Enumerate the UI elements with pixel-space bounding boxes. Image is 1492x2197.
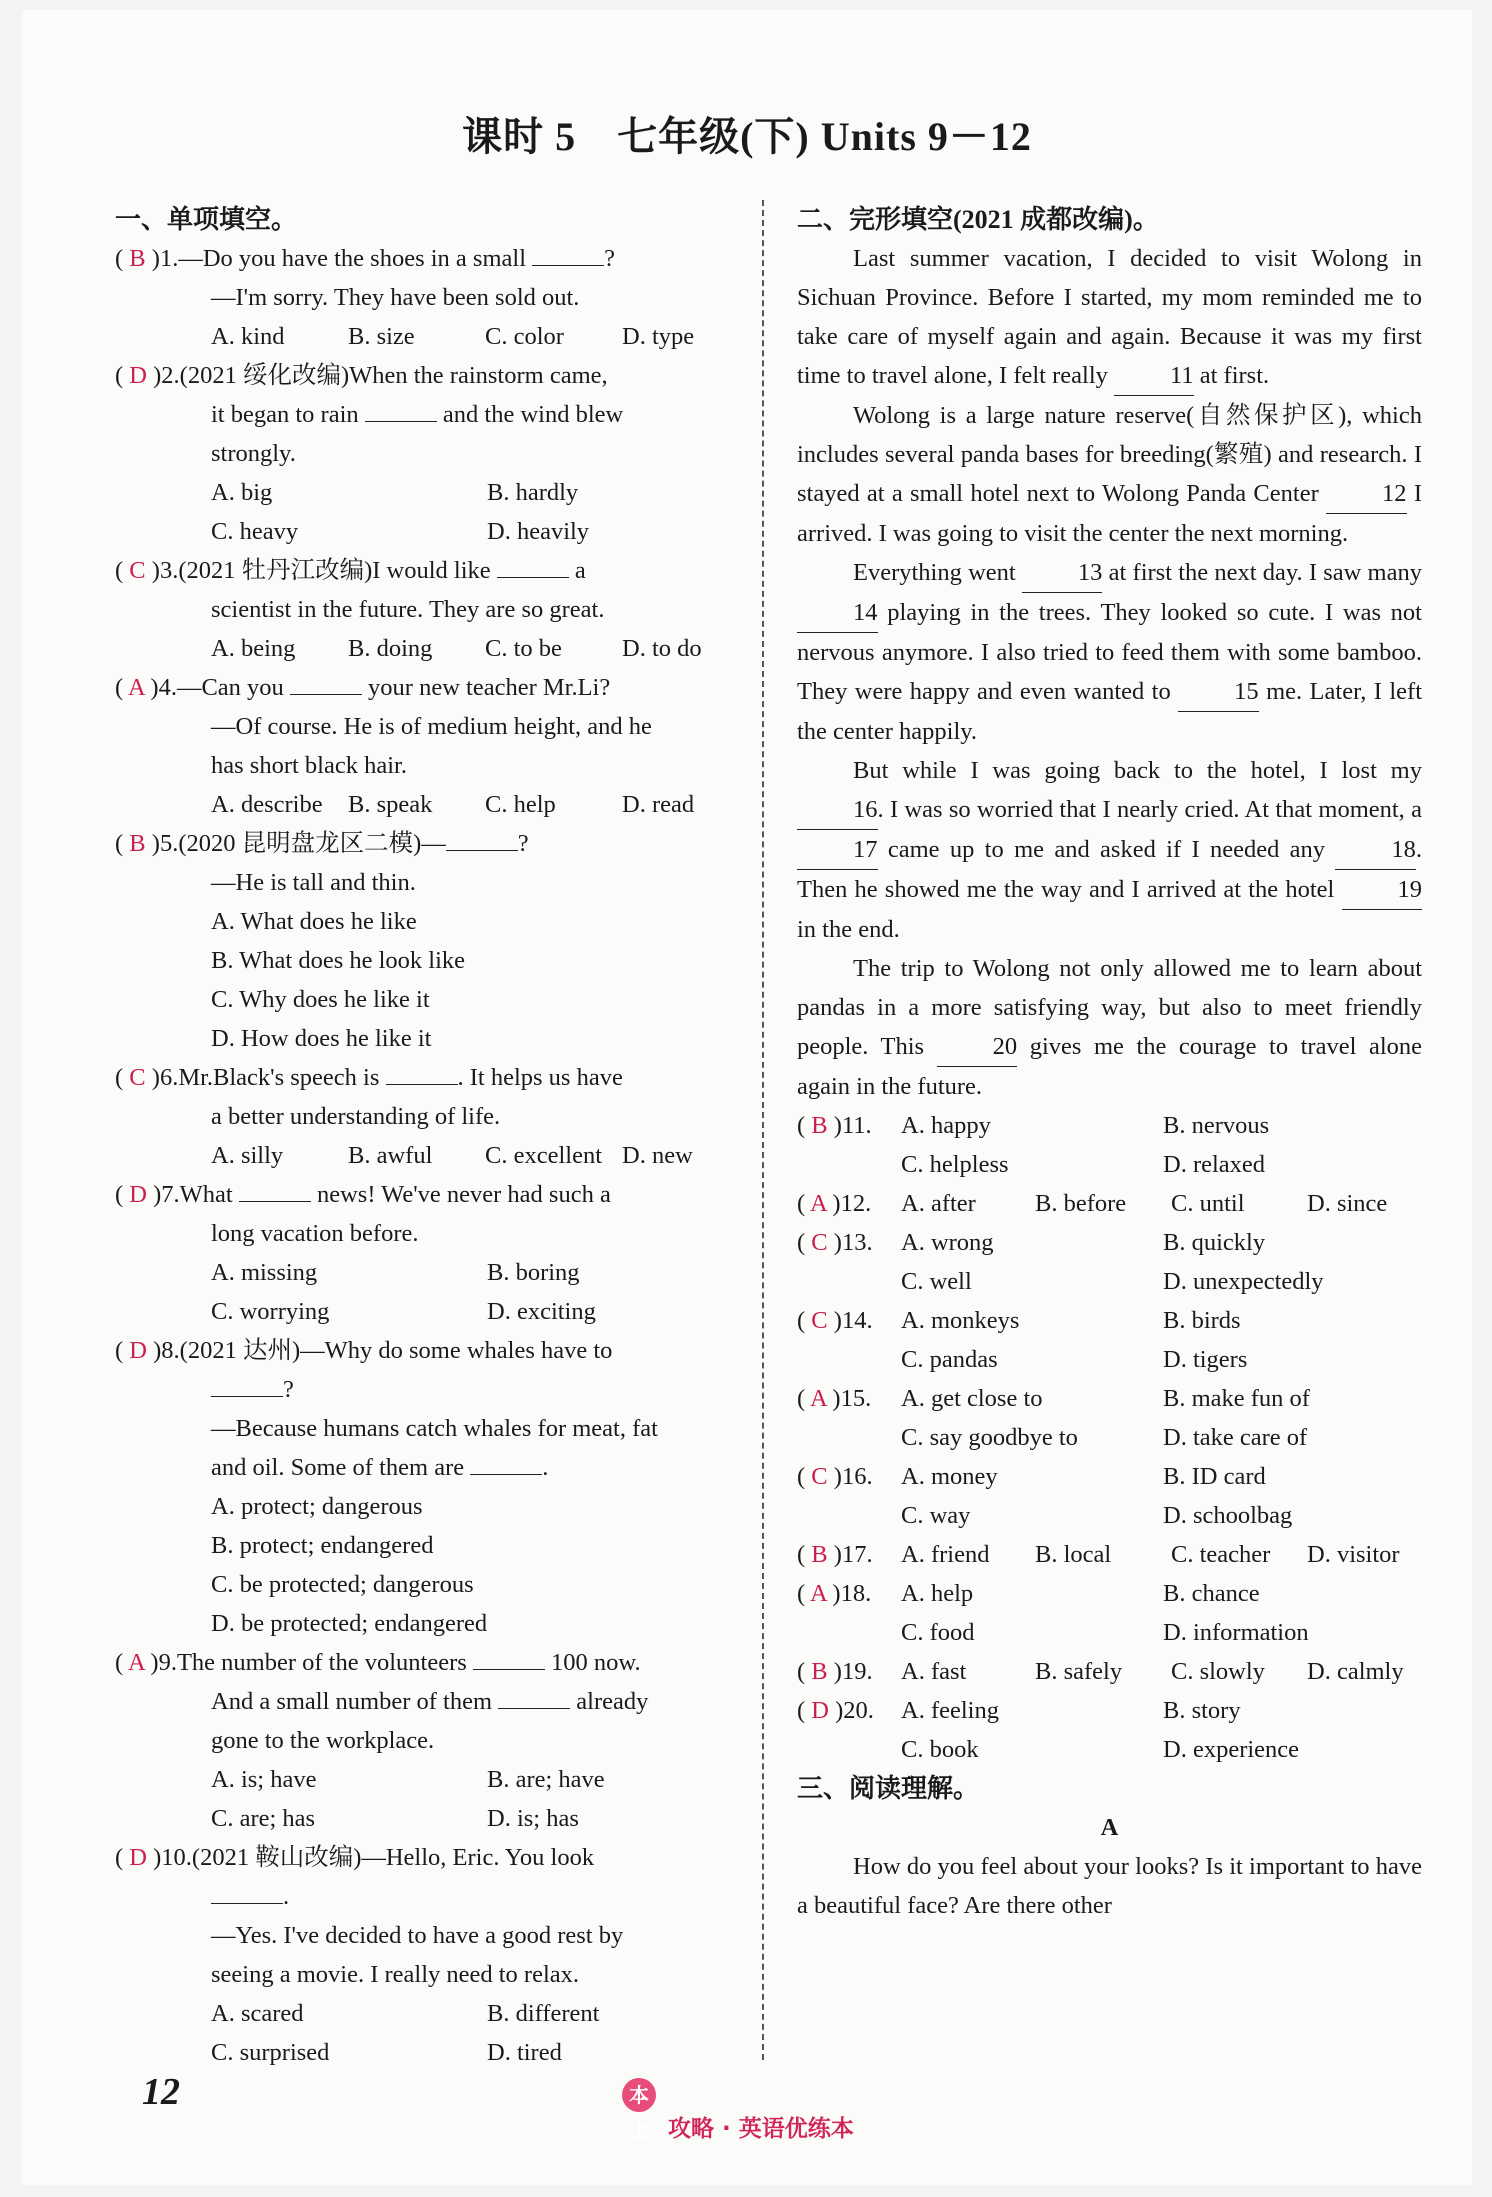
option: C. excellent [485, 1142, 603, 1169]
question-text: C. Why does he like it [211, 986, 430, 1013]
question-number: 7. [161, 1181, 180, 1208]
question-text: —Can you your new teacher Mr.Li? [176, 674, 611, 701]
question-line [115, 1526, 740, 1565]
cloze-line [797, 1613, 1422, 1652]
question-line [115, 668, 740, 707]
cloze-line [797, 1184, 1422, 1223]
section-title-reading: 三、阅读理解。 [797, 1774, 980, 1803]
question-line [115, 1058, 740, 1097]
cloze-paragraph-1: Last summer vacation, I decided to visit Wolong in Sichuan Province. Before I started, my mom reminded me to take care of myself again and again. Because it was my first time to travel alone, I felt really 11 at first. [797, 239, 1422, 396]
option: C. say goodbye to [901, 1424, 1078, 1451]
question-text: —He is tall and thin. [211, 869, 416, 896]
question-line [115, 278, 740, 317]
option: D. new [622, 1142, 693, 1169]
option: D. experience [1163, 1736, 1300, 1763]
question-line [115, 902, 740, 941]
option: D. read [622, 791, 695, 818]
cloze-paragraph-5: The trip to Wolong not only allowed me to learn about pandas in a more satisfying way, but also to meet friendly people. This 20 gives me the courage to travel alone again in the future. [797, 955, 1423, 1100]
answer-bracket: ( D ) [115, 1181, 162, 1208]
answer-blank [239, 1179, 311, 1202]
options-row [115, 473, 740, 512]
cloze-line [797, 1301, 1422, 1340]
option: B. ID card [1163, 1463, 1266, 1490]
option: A. monkeys [901, 1307, 1020, 1334]
cloze-number: ( B )11. [797, 1112, 872, 1139]
options-row [115, 1760, 740, 1799]
indent [797, 1340, 901, 1379]
question-text: —I'm sorry. They have been sold out. [211, 284, 580, 311]
answer-blank [446, 828, 518, 851]
answer-mark: C [129, 1064, 146, 1091]
indent [797, 1262, 901, 1301]
question-line [115, 1409, 740, 1448]
answer-mark: B [811, 1541, 828, 1568]
option: C. are; has [211, 1805, 316, 1832]
brand-text: 攻略 · 英语优练本 [668, 2116, 854, 2142]
option: A. being [211, 635, 296, 662]
answer-mark: B [811, 1112, 828, 1139]
answer-blank [211, 1374, 283, 1397]
answer-blank [470, 1452, 542, 1475]
page-title: 课时 5 七年级(下) Units 9－12 [462, 114, 1032, 159]
question-number: 9. [158, 1649, 177, 1676]
option: A. missing [211, 1259, 318, 1286]
cloze-question-14 [797, 1301, 1422, 1379]
question-line [115, 434, 740, 473]
option: D. to do [622, 635, 702, 662]
option: A. wrong [901, 1229, 994, 1256]
question-text: The number of the volunteers 100 now. [176, 1649, 641, 1676]
option: B. nervous [1163, 1112, 1270, 1139]
question-line [115, 824, 740, 863]
answer-bracket: ( D ) [115, 362, 162, 389]
cloze-number: ( A )12. [797, 1190, 872, 1217]
options-row [115, 317, 740, 356]
question-number: 12. [840, 1190, 872, 1217]
question-line [115, 707, 740, 746]
cloze-line [797, 1340, 1422, 1379]
question-line [115, 1682, 740, 1721]
question-text: a better understanding of life. [211, 1103, 501, 1130]
cloze-number: ( D )20. [797, 1697, 874, 1724]
options-row [115, 2033, 740, 2072]
cloze-question-11 [797, 1106, 1422, 1184]
cloze-blank-14: 14 [797, 593, 878, 633]
option: B. speak [348, 791, 433, 818]
question-line [115, 863, 740, 902]
option: B. boring [487, 1259, 580, 1286]
cloze-question-19 [797, 1652, 1422, 1691]
answer-mark: D [129, 362, 147, 389]
option: C. worrying [211, 1298, 330, 1325]
cloze-paragraph-3: Everything went 13 at first the next day. I saw many 14 playing in the trees. They looked so cute. I was not nervous anymore. I also tried to feed them with some bamboo. They were happy and even wanted to 15 me. Later, I left the center happily. [797, 553, 1422, 751]
question-text: (2021 鞍山改编)—Hello, Eric. You look [191, 1844, 595, 1871]
question-text: gone to the workplace. [211, 1727, 435, 1754]
question-8 [115, 1331, 740, 1643]
answer-bracket: ( B ) [115, 245, 160, 272]
section-title-cloze: 二、完形填空(2021 成都改编)。 [797, 205, 1159, 234]
cloze-line [797, 1574, 1422, 1613]
question-text: A. protect; dangerous [211, 1493, 423, 1520]
question-text: C. be protected; dangerous [211, 1571, 474, 1598]
answer-mark: B [811, 1658, 828, 1685]
question-text: What news! We've never had such a [179, 1181, 611, 1208]
question-number: 4. [158, 674, 177, 701]
option: C. surprised [211, 2039, 330, 2066]
question-number: 18. [840, 1580, 872, 1607]
question-text: A. What does he like [211, 908, 417, 935]
option: A. get close to [901, 1385, 1043, 1412]
option: A. kind [211, 323, 285, 350]
cloze-blank-18: 18 [1335, 830, 1416, 870]
question-number: 8. [161, 1337, 180, 1364]
option: C. food [901, 1619, 975, 1646]
brand-logo-icon: 本土 [622, 2078, 656, 2112]
question-number: 16. [841, 1463, 873, 1490]
answer-blank [365, 399, 437, 422]
option: C. to be [485, 635, 562, 662]
option: A. big [211, 479, 273, 506]
page [22, 10, 1472, 2185]
reading-paragraph: How do you feel about your looks? Is it important to have a beautiful face? Are there other [797, 1853, 1422, 1919]
answer-bracket: ( B ) [115, 830, 160, 857]
question-number: 1. [159, 245, 179, 272]
option: B. quickly [1163, 1229, 1266, 1256]
option: D. visitor [1307, 1541, 1400, 1568]
answer-blank [211, 1881, 283, 1904]
cloze-question-12 [797, 1184, 1422, 1223]
answer-mark: C [811, 1307, 828, 1334]
cloze-blank-20: 20 [937, 1027, 1018, 1067]
cloze-number: ( B )17. [797, 1541, 873, 1568]
option: C. well [901, 1268, 972, 1295]
right-column [797, 200, 1422, 1925]
question-line [115, 1565, 740, 1604]
cloze-question-16 [797, 1457, 1422, 1535]
question-number: 11. [841, 1112, 872, 1139]
cloze-blank-15: 15 [1178, 672, 1259, 712]
question-line [115, 551, 740, 590]
question-text: scientist in the future. They are so great. [211, 596, 605, 623]
option: C. way [901, 1502, 971, 1529]
question-text: B. protect; endangered [211, 1532, 434, 1559]
answer-mark: D [129, 1337, 147, 1364]
question-text: (2021 牡丹江改编)I would like a [178, 557, 586, 584]
question-text: strongly. [211, 440, 296, 467]
question-number: 15. [840, 1385, 872, 1412]
answer-bracket: ( A ) [115, 674, 159, 701]
answer-blank [386, 1062, 458, 1085]
cloze-blank-12: 12 [1326, 474, 1407, 514]
section-title-single-choice: 一、单项填空。 [115, 205, 298, 234]
cloze-blank-16: 16 [797, 790, 878, 830]
option: A. describe [211, 791, 323, 818]
cloze-blank-11: 11 [1114, 356, 1194, 396]
indent [797, 1418, 901, 1457]
option: A. is; have [211, 1766, 317, 1793]
options-row [115, 1994, 740, 2033]
question-line [115, 1097, 740, 1136]
answer-bracket: ( D ) [115, 1337, 162, 1364]
question-line [115, 980, 740, 1019]
answer-bracket: ( A ) [115, 1649, 159, 1676]
question-number: 3. [159, 557, 179, 584]
question-line [115, 1331, 740, 1370]
option: B. are; have [487, 1766, 605, 1793]
question-line [115, 590, 740, 629]
cloze-line [797, 1730, 1422, 1769]
cloze-question-15 [797, 1379, 1422, 1457]
option: B. safely [1035, 1658, 1123, 1685]
question-6 [115, 1058, 740, 1175]
answer-mark: A [127, 674, 145, 701]
option: A. help [901, 1580, 974, 1607]
question-number: 19. [841, 1658, 873, 1685]
indent [797, 1145, 901, 1184]
indent [797, 1730, 901, 1769]
question-text: (2021 绥化改编)When the rainstorm came, [179, 362, 608, 389]
answer-blank [497, 555, 569, 578]
question-line [115, 1721, 740, 1760]
cloze-line [797, 1223, 1422, 1262]
options-row [115, 1253, 740, 1292]
question-text: has short black hair. [211, 752, 407, 779]
cloze-number: ( C )16. [797, 1463, 873, 1490]
question-number: 2. [161, 362, 180, 389]
question-line [115, 1877, 740, 1916]
option: A. happy [901, 1112, 991, 1139]
answer-blank [290, 672, 362, 695]
cloze-paragraph-2: Wolong is a large nature reserve(自然保护区), which includes several panda bases for breeding(繁殖) and research. I stayed at a small hotel next to Wolong Panda Center 12 I arrived. I was going to visit the center the next morning. [797, 402, 1422, 547]
option: A. feeling [901, 1697, 999, 1724]
question-line [115, 1955, 740, 1994]
question-text: —Because humans catch whales for meat, fat [211, 1415, 658, 1442]
cloze-number: ( C )13. [797, 1229, 873, 1256]
question-line [115, 239, 740, 278]
option: B. local [1035, 1541, 1112, 1568]
cloze-line [797, 1457, 1422, 1496]
option: B. story [1163, 1697, 1241, 1724]
option: C. pandas [901, 1346, 998, 1373]
cloze-line [797, 1496, 1422, 1535]
option: C. heavy [211, 518, 299, 545]
options-row [115, 785, 740, 824]
answer-mark: A [809, 1385, 827, 1412]
option: D. heavily [487, 518, 590, 545]
option: B. size [348, 323, 415, 350]
option: C. slowly [1171, 1658, 1265, 1685]
question-9 [115, 1643, 740, 1838]
option: C. color [485, 323, 564, 350]
question-text: ? [211, 1376, 294, 1403]
option: B. birds [1163, 1307, 1241, 1334]
question-number: 6. [159, 1064, 179, 1091]
option: D. tired [487, 2039, 562, 2066]
cloze-blank-19: 19 [1342, 870, 1423, 910]
answer-bracket: ( D ) [115, 1844, 162, 1871]
option: D. tigers [1163, 1346, 1248, 1373]
answer-mark: B [129, 245, 146, 272]
question-line [115, 746, 740, 785]
answer-blank [473, 1647, 545, 1670]
option: D. information [1163, 1619, 1309, 1646]
cloze-blank-13: 13 [1022, 553, 1103, 593]
question-text: D. be protected; endangered [211, 1610, 488, 1637]
option: A. money [901, 1463, 998, 1490]
option: D. exciting [487, 1298, 596, 1325]
cloze-line [797, 1652, 1422, 1691]
question-text: D. How does he like it [211, 1025, 432, 1052]
question-2 [115, 356, 740, 551]
answer-mark: A [809, 1580, 827, 1607]
option: D. schoolbag [1163, 1502, 1293, 1529]
option: B. doing [348, 635, 433, 662]
question-4 [115, 668, 740, 824]
cloze-line [797, 1691, 1422, 1730]
question-10 [115, 1838, 740, 2072]
passage-label: A [1100, 1814, 1119, 1841]
cloze-line [797, 1145, 1422, 1184]
option: B. before [1035, 1190, 1127, 1217]
cloze-line [797, 1262, 1422, 1301]
option: D. unexpectedly [1163, 1268, 1324, 1295]
question-7 [115, 1175, 740, 1331]
answer-mark: A [127, 1649, 145, 1676]
option: A. scared [211, 2000, 304, 2027]
question-line [115, 395, 740, 434]
option: D. is; has [487, 1805, 579, 1832]
option: B. different [487, 2000, 600, 2027]
question-number: 13. [841, 1229, 873, 1256]
question-text: and oil. Some of them are . [211, 1454, 549, 1481]
answer-bracket: ( C ) [115, 557, 160, 584]
cloze-question-20 [797, 1691, 1422, 1769]
question-5 [115, 824, 740, 1058]
option: C. helpless [901, 1151, 1009, 1178]
cloze-line [797, 1379, 1422, 1418]
question-number: 20. [843, 1697, 874, 1724]
cloze-number: ( C )14. [797, 1307, 873, 1334]
question-line [115, 1370, 740, 1409]
answer-mark: C [811, 1229, 828, 1256]
answer-blank [498, 1686, 570, 1709]
options-row [115, 629, 740, 668]
cloze-line [797, 1106, 1422, 1145]
cloze-question-17 [797, 1535, 1422, 1574]
option: A. silly [211, 1142, 284, 1169]
question-line [115, 1448, 740, 1487]
answer-mark: C [129, 557, 146, 584]
options-row [115, 1292, 740, 1331]
answer-blank [532, 243, 604, 266]
option: D. type [622, 323, 695, 350]
question-text: And a small number of them already [211, 1688, 649, 1715]
cloze-question-13 [797, 1223, 1422, 1301]
option: C. book [901, 1736, 979, 1763]
option: C. teacher [1171, 1541, 1271, 1568]
question-text: —Do you have the shoes in a small ? [178, 245, 616, 272]
question-line [115, 1487, 740, 1526]
question-line [115, 1604, 740, 1643]
option: B. hardly [487, 479, 579, 506]
question-line [115, 1214, 740, 1253]
options-row [115, 1799, 740, 1838]
cloze-paragraph-4: But while I was going back to the hotel, I lost my 16. I was so worried that I nearly cried. At that moment, a 17 came up to me and asked if I needed any 18. Then he showed me the way and I arrived at the hotel 19 in the end. [797, 757, 1422, 943]
question-text: (2020 昆明盘龙区二模)— ? [178, 830, 529, 857]
question-line [115, 1643, 740, 1682]
answer-mark: C [811, 1463, 828, 1490]
question-line [115, 1916, 740, 1955]
answer-mark: B [129, 830, 146, 857]
options-row [115, 1136, 740, 1175]
cloze-number: ( B )19. [797, 1658, 873, 1685]
question-number: 14. [841, 1307, 873, 1334]
option: C. help [485, 791, 556, 818]
brand-footer [622, 2078, 854, 2143]
question-number: 10. [161, 1844, 192, 1871]
option: D. take care of [1163, 1424, 1308, 1451]
question-text: long vacation before. [211, 1220, 419, 1247]
answer-bracket: ( C ) [115, 1064, 160, 1091]
indent [797, 1613, 901, 1652]
left-column [115, 200, 740, 2072]
answer-mark: D [129, 1844, 147, 1871]
cloze-number: ( A )15. [797, 1385, 872, 1412]
question-1 [115, 239, 740, 356]
answer-mark: D [129, 1181, 147, 1208]
question-3 [115, 551, 740, 668]
cloze-blank-17: 17 [797, 830, 878, 870]
question-text: it began to rain and the wind blew [211, 401, 624, 428]
question-text: —Yes. I've decided to have a good rest by [211, 1922, 624, 1949]
cloze-number: ( A )18. [797, 1580, 872, 1607]
option: B. chance [1163, 1580, 1260, 1607]
option: A. after [901, 1190, 976, 1217]
answer-mark: D [811, 1697, 829, 1724]
option: D. relaxed [1163, 1151, 1266, 1178]
cloze-line [797, 1535, 1422, 1574]
option: D. calmly [1307, 1658, 1404, 1685]
question-number: 5. [159, 830, 179, 857]
question-text: Mr.Black's speech is . It helps us have [178, 1064, 623, 1091]
question-text: —Of course. He is of medium height, and he [211, 713, 652, 740]
question-line [115, 356, 740, 395]
option: C. until [1171, 1190, 1245, 1217]
option: A. friend [901, 1541, 990, 1568]
option: A. fast [901, 1658, 967, 1685]
option: D. since [1307, 1190, 1388, 1217]
question-text: B. What does he look like [211, 947, 466, 974]
option: B. make fun of [1163, 1385, 1310, 1412]
question-line [115, 1019, 740, 1058]
question-text: (2021 达州)—Why do some whales have to [179, 1337, 613, 1364]
option: B. awful [348, 1142, 433, 1169]
question-text: seeing a movie. I really need to relax. [211, 1961, 580, 1988]
options-row [115, 512, 740, 551]
question-line [115, 941, 740, 980]
cloze-line [797, 1418, 1422, 1457]
question-text: . [211, 1883, 289, 1910]
question-number: 17. [841, 1541, 873, 1568]
cloze-question-18 [797, 1574, 1422, 1652]
question-line [115, 1175, 740, 1214]
answer-mark: A [809, 1190, 827, 1217]
page-number: 12 [142, 2071, 180, 2113]
indent [797, 1496, 901, 1535]
question-line [115, 1838, 740, 1877]
